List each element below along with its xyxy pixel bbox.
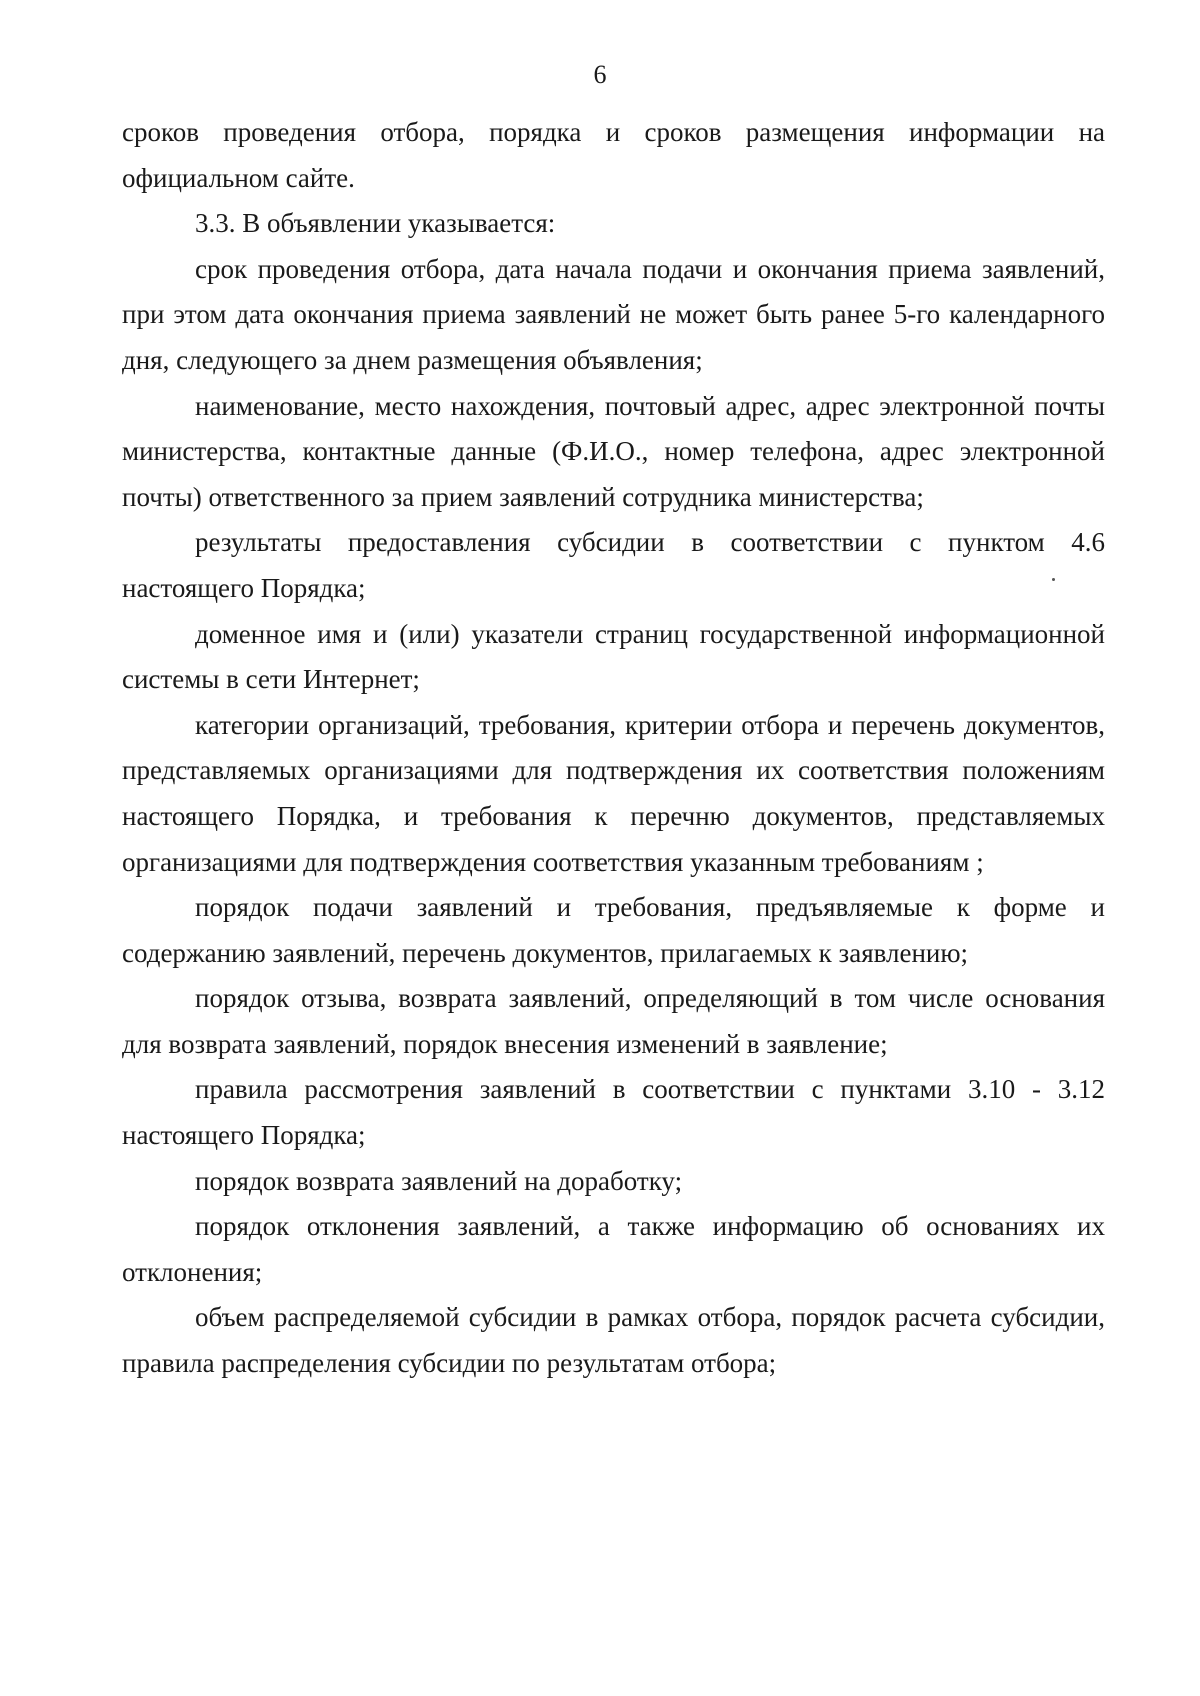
paragraph-selection-term: срок проведения отбора, дата начала подачи и окончания приема заявлений, при этом дата окончания приема заявлений не может быть ранее 5-го календарного дня, следующего за днем размещения объявления; xyxy=(122,253,1105,375)
paragraph-ministry-contacts: наименование, место нахождения, почтовый адрес, адрес электронной почты министерства, контактные данные (Ф.И.О., номер телефона, адрес электронной почты) ответственного за прием заявлений сотрудника министерства; xyxy=(122,390,1105,512)
page-number: 6 xyxy=(593,60,607,89)
paragraph-withdrawal-order: порядок отзыва, возврата заявлений, определяющий в том числе основания для возврата заявлений, порядок внесения изменений в заявление; xyxy=(122,983,1105,1059)
paragraph-return-for-revision: порядок возврата заявлений на доработку; xyxy=(195,1165,683,1196)
paragraph-domain-name: доменное имя и (или) указатели страниц государственной информационной системы в сети Интернет; xyxy=(122,618,1105,695)
paragraph-review-rules: правила рассмотрения заявлений в соответствии с пунктами 3.10 - 3.12 настоящего Порядка; xyxy=(122,1074,1105,1151)
paragraph-section-heading: 3.3. В объявлении указывается: xyxy=(195,208,556,239)
scan-speck xyxy=(1052,578,1055,581)
paragraph-subsidy-volume: объем распределяемой субсидии в рамках отбора, порядок расчета субсидии, правила распределения субсидии по результатам отбора; xyxy=(122,1302,1105,1379)
paragraph-submission-order: порядок подачи заявлений и требования, предъявляемые к форме и содержанию заявлений, перечень документов, прилагаемых к заявлению; xyxy=(122,892,1105,968)
paragraph-continuation: сроков проведения отбора, порядка и сроков размещения информации на официальном сайте. xyxy=(122,117,1105,193)
document-body xyxy=(122,110,1105,1387)
paragraph-subsidy-results: результаты предоставления субсидии в соответствии с пунктом 4.6 настоящего Порядка; xyxy=(122,527,1105,603)
paragraph-rejection-order: порядок отклонения заявлений, а также информацию об основаниях их отклонения; xyxy=(122,1211,1105,1287)
paragraph-categories-requirements: категории организаций, требования, критерии отбора и перечень документов, представляемых организациями для подтверждения их соответствия положениям настоящего Порядка, и требования к перечню документов, представляемых организациями для подтверждения соответствия указанным требованиям ; xyxy=(122,709,1105,877)
